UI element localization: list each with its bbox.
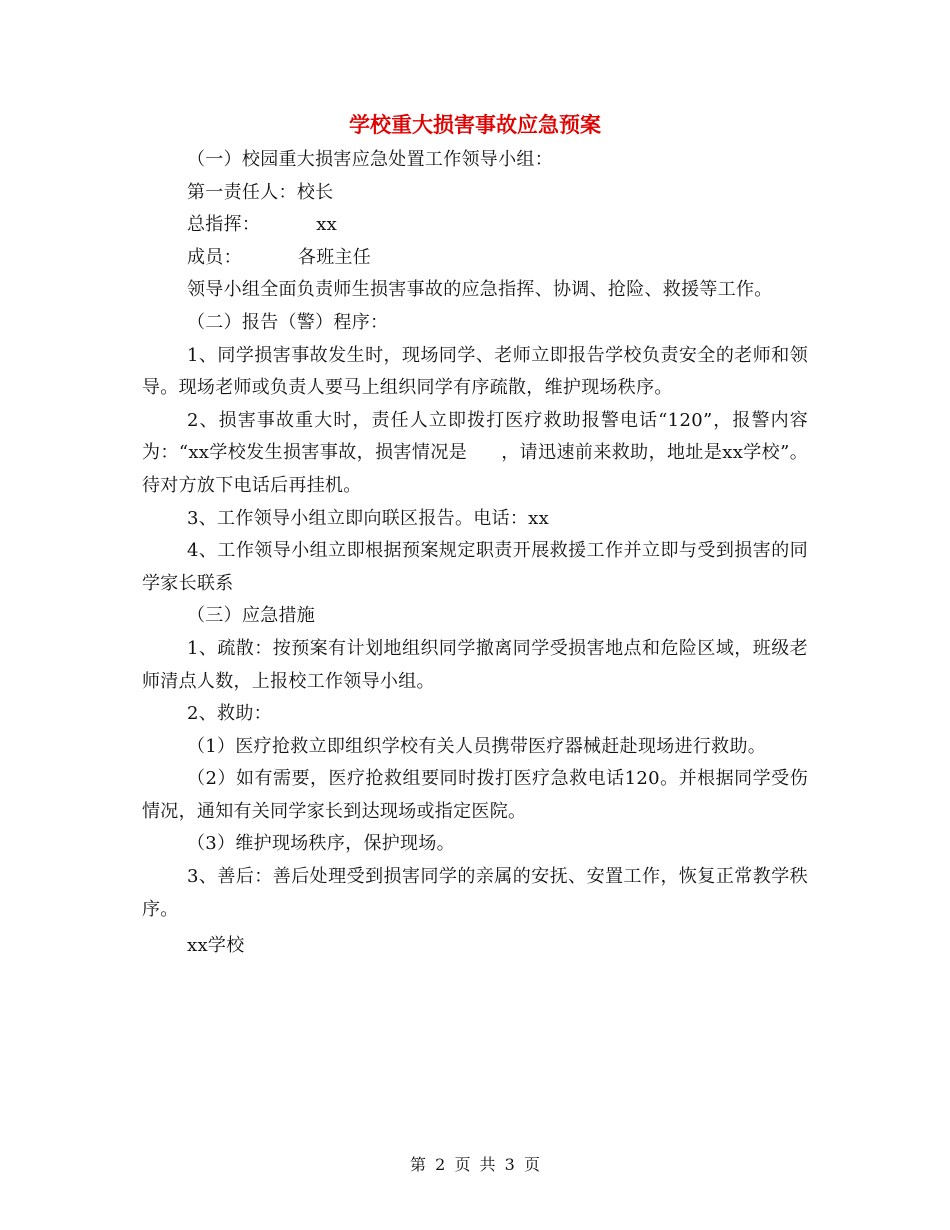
measure-item-3: 3、善后：善后处理受到损害同学的亲属的安抚、安置工作，恢复正常教学秩序。: [142, 866, 808, 920]
measure-item-2-2: （2）如有需要，医疗抢救组要同时拨打医疗急救电话120。并根据同学受伤情况，通知有关同学家长到达现场或指定医院。: [142, 768, 808, 822]
document-title: 学校重大损害事故应急预案: [349, 112, 601, 137]
signature: xx学校: [187, 935, 245, 957]
members-line: [142, 242, 808, 275]
members-label: 成员：: [187, 246, 242, 268]
footer-suffix: 页: [523, 1155, 540, 1174]
section-2-heading: （二）报告（警）程序：: [187, 311, 389, 333]
report-item-3: 3、工作领导小组立即向联区报告。电话：xx: [187, 507, 550, 529]
section-3-heading: （三）应急措施: [187, 605, 316, 627]
measure-item-1: 1、疏散：按预案有计划地组织同学撤离同学受损害地点和危险区域，班级老师清点人数，上报校工作领导小组。: [142, 637, 808, 692]
measure-item-2: 2、救助：: [187, 703, 272, 725]
footer-current-page: 2: [435, 1155, 446, 1174]
footer-total-pages: 3: [504, 1155, 515, 1174]
report-item-2: [142, 405, 808, 503]
footer-mid2: 共: [479, 1155, 496, 1174]
leadership-duty-paragraph: 领导小组全面负责师生损害事故的应急指挥、协调、抢险、救援等工作。: [187, 279, 773, 301]
chief-commander-label: 总指挥：: [187, 214, 261, 236]
report-item-4: 4、工作领导小组立即根据预案规定职责开展救援工作并立即与受到损害的同学家长联系: [142, 540, 808, 594]
page-footer: [0, 1153, 950, 1177]
report-item-2-part-a: 2、损害事故重大时，责任人立即拨打医疗救助报警电话“120”，报警内容为：“xx学校发生损害事故，损害情况是: [142, 409, 808, 464]
document-body: [142, 144, 808, 963]
footer-mid1: 页: [454, 1155, 471, 1174]
first-responsible-line: [142, 177, 808, 210]
first-responsible-value: 校长: [296, 181, 334, 203]
section-1-heading: （一）校园重大损害应急处置工作领导小组：: [187, 149, 553, 170]
chief-commander-value: xx: [316, 214, 338, 236]
chief-commander-line: [142, 209, 808, 242]
members-value: 各班主任: [297, 246, 372, 268]
first-responsible-label: 第一责任人：: [187, 181, 297, 203]
measure-item-2-1: （1）医疗抢救立即组织学校有关人员携带医疗器械赶赴现场进行救助。: [187, 735, 767, 757]
footer-prefix: 第: [410, 1155, 427, 1174]
measure-item-2-3: （3）维护现场秩序，保护现场。: [187, 833, 455, 855]
report-item-2-part-b: ，请迅速前来救助，地址是xx学校”。待对方放下电话后再挂机。: [142, 442, 809, 496]
report-item-1: 1、同学损害事故发生时，现场同学、老师立即报告学校负责安全的老师和领导。现场老师或负责人要马上组织同学有序疏散，维护现场秩序。: [142, 344, 808, 399]
